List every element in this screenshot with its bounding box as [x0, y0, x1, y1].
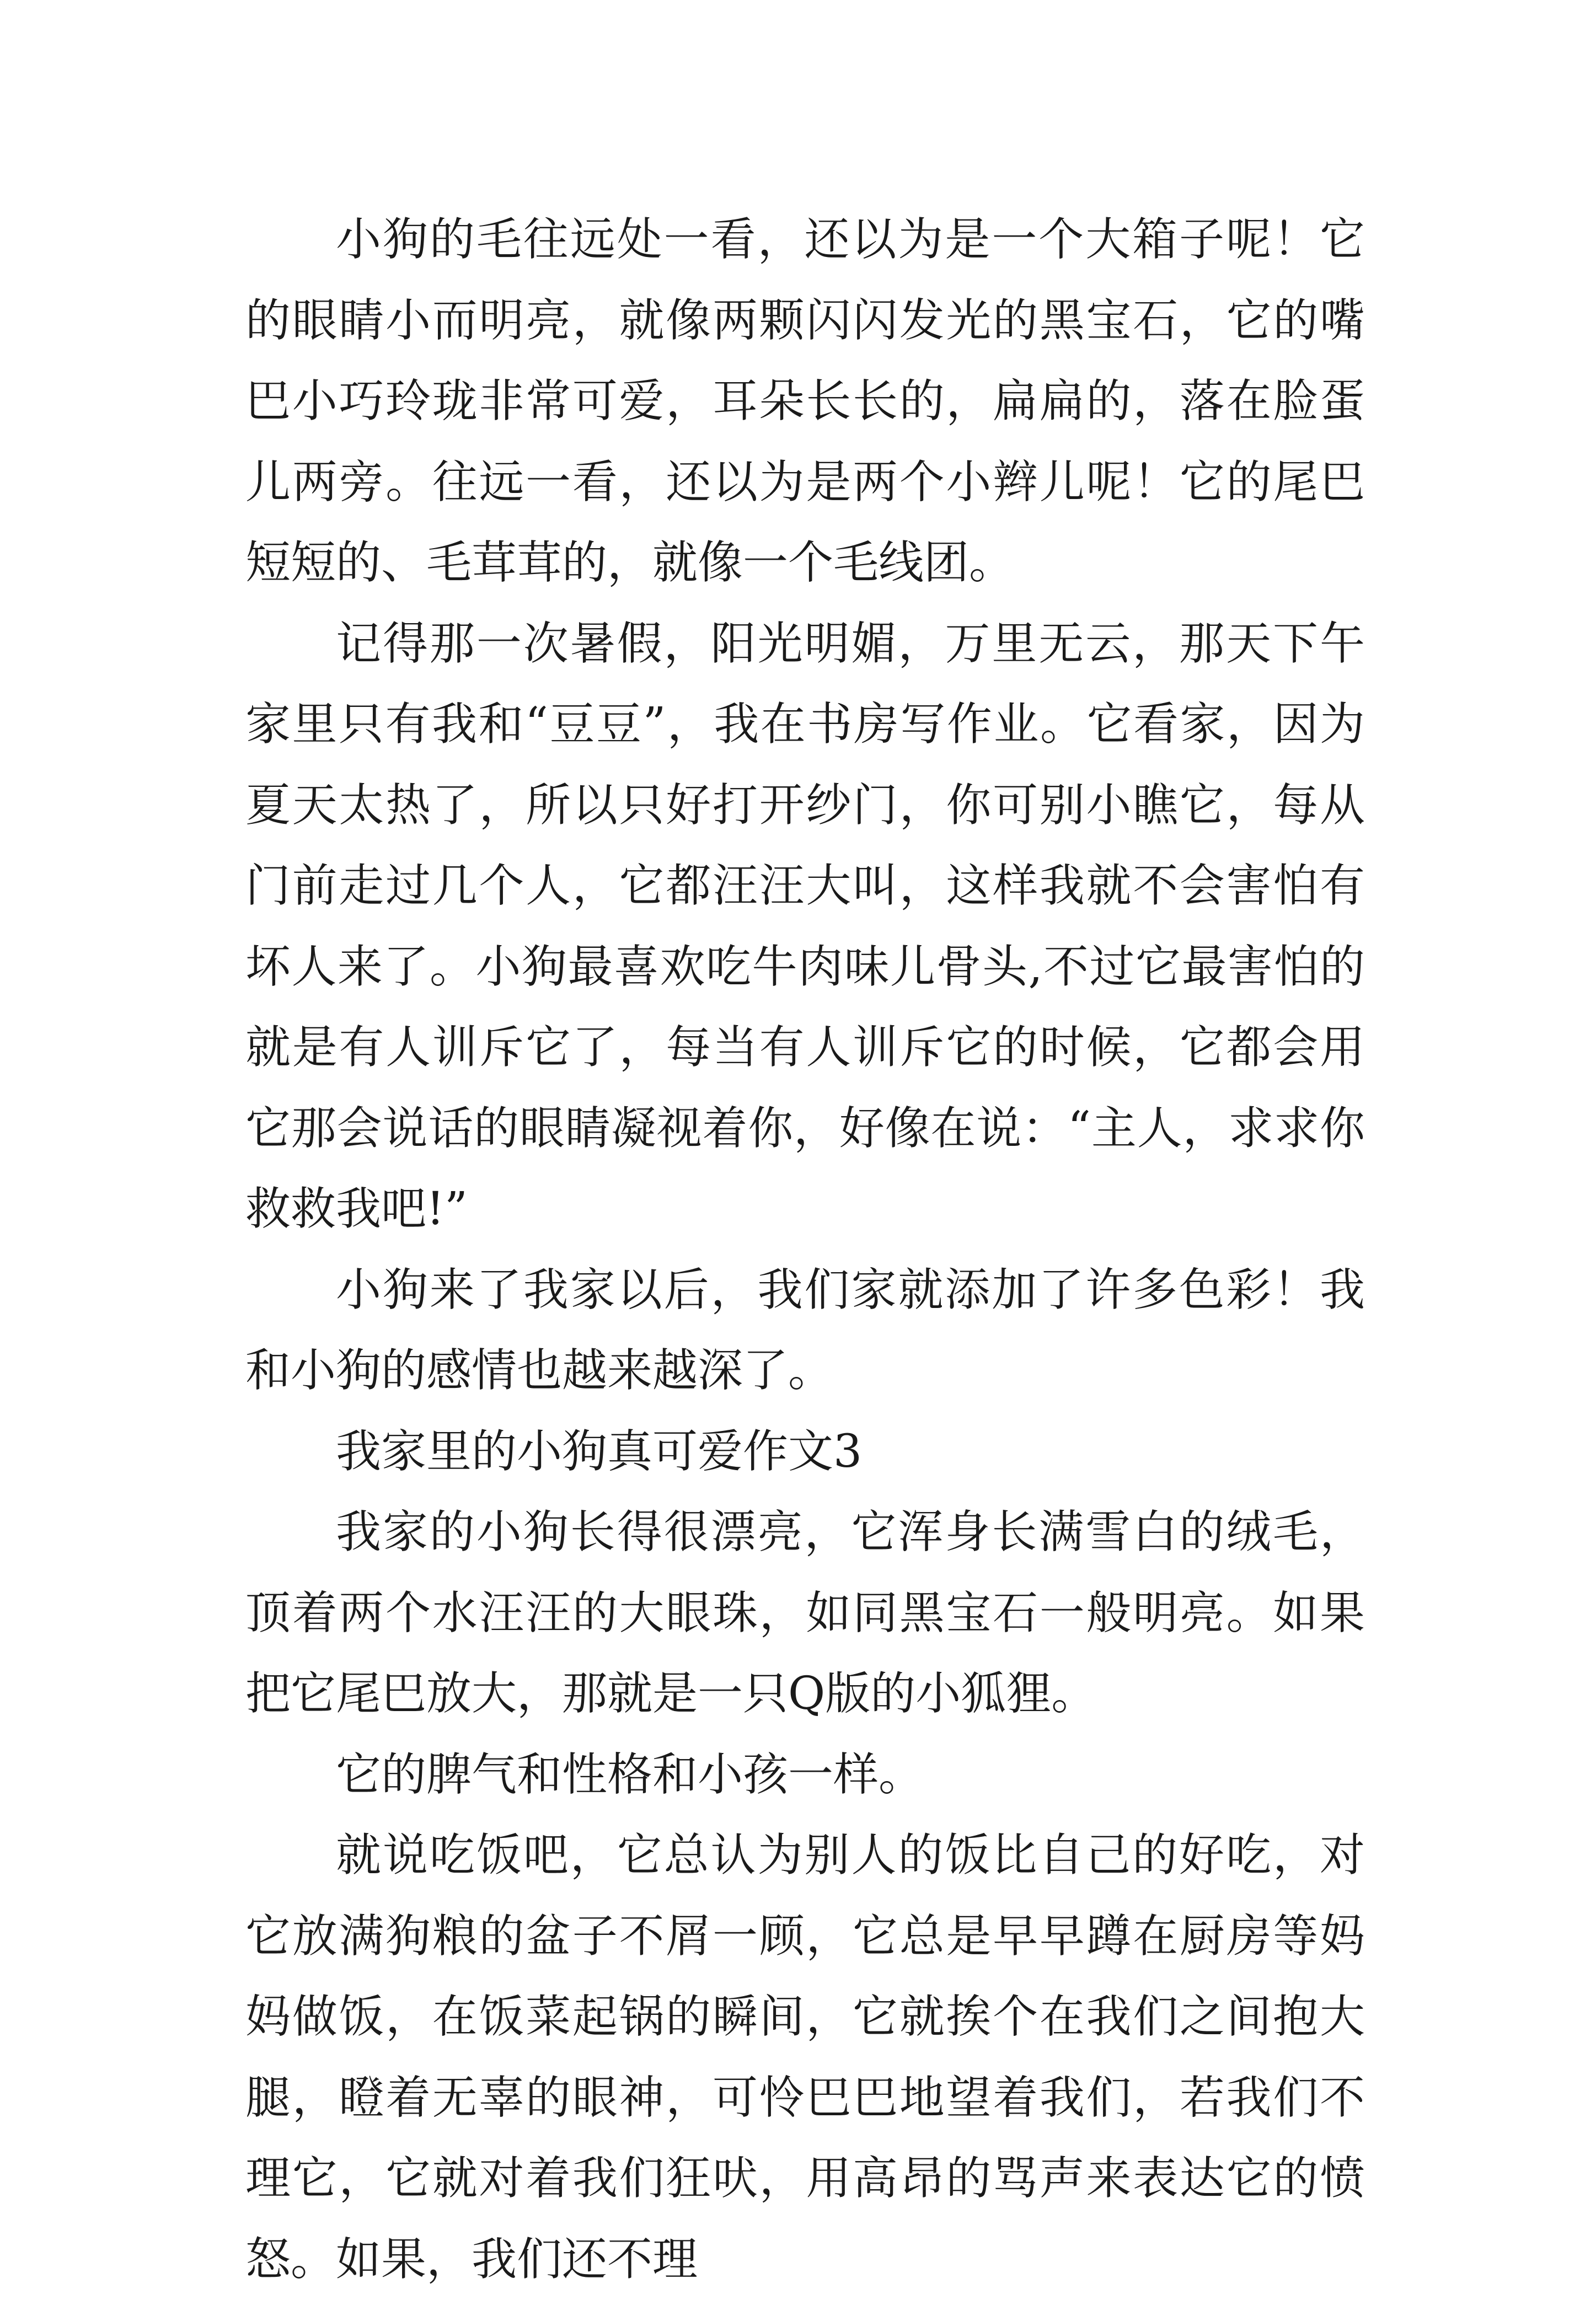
paragraph-family-color: 小狗来了我家以后，我们家就添加了许多色彩！我和小狗的感情也越来越深了。 [245, 1263, 1365, 1397]
paragraph-temperament: 它的脾气和性格和小孩一样。 [336, 1748, 924, 1801]
essay-heading: 我家里的小狗真可爱作文3 [336, 1425, 863, 1478]
paragraph-summer-memory: 记得那一次暑假，阳光明媚，万里无云，那天下午家里只有我和“豆豆”，我在书房写作业。它看家，因为夏天太热了，所以只好打开纱门，你可别小瞧它，每从门前走过几个人，它都汪汪大叫，这样我就不会害怕有坏人来了。小狗最喜欢吃牛肉味儿骨头,不过它最害怕的就是有人训斥它了，每当有人训斥它的时候，它都会用它那会说话的眼睛凝视着你，好像在说：“主人，求求你救救我吧!” [245, 617, 1365, 1235]
paragraph-eating-habits: 就说吃饭吧，它总认为别人的饭比自己的好吃，对它放满狗粮的盆子不屑一顾，它总是早早蹲在厨房等妈妈做饭，在饭菜起锅的瞬间，它就挨个在我们之间抱大腿，瞪着无辜的眼神，可怜巴巴地望着我们，若我们不理它，它就对着我们狂吠，用高昂的骂声来表达它的愤怒。如果，我们还不理 [245, 1829, 1365, 2286]
paragraph-dog-appearance: 小狗的毛往远处一看，还以为是一个大箱子呢！它的眼睛小而明亮，就像两颗闪闪发光的黑宝石，它的嘴巴小巧玲珑非常可爱，耳朵长长的，扁扁的，落在脸蛋儿两旁。往远一看，还以为是两个小辫儿呢！它的尾巴短短的、毛茸茸的，就像一个毛线团。 [245, 213, 1365, 589]
paragraph-dog-looks: 我家的小狗长得很漂亮，它浑身长满雪白的绒毛，顶着两个水汪汪的大眼珠，如同黑宝石一般明亮。如果把它尾巴放大，那就是一只Q版的小狐狸。 [245, 1506, 1365, 1720]
document-body [245, 200, 1365, 2300]
